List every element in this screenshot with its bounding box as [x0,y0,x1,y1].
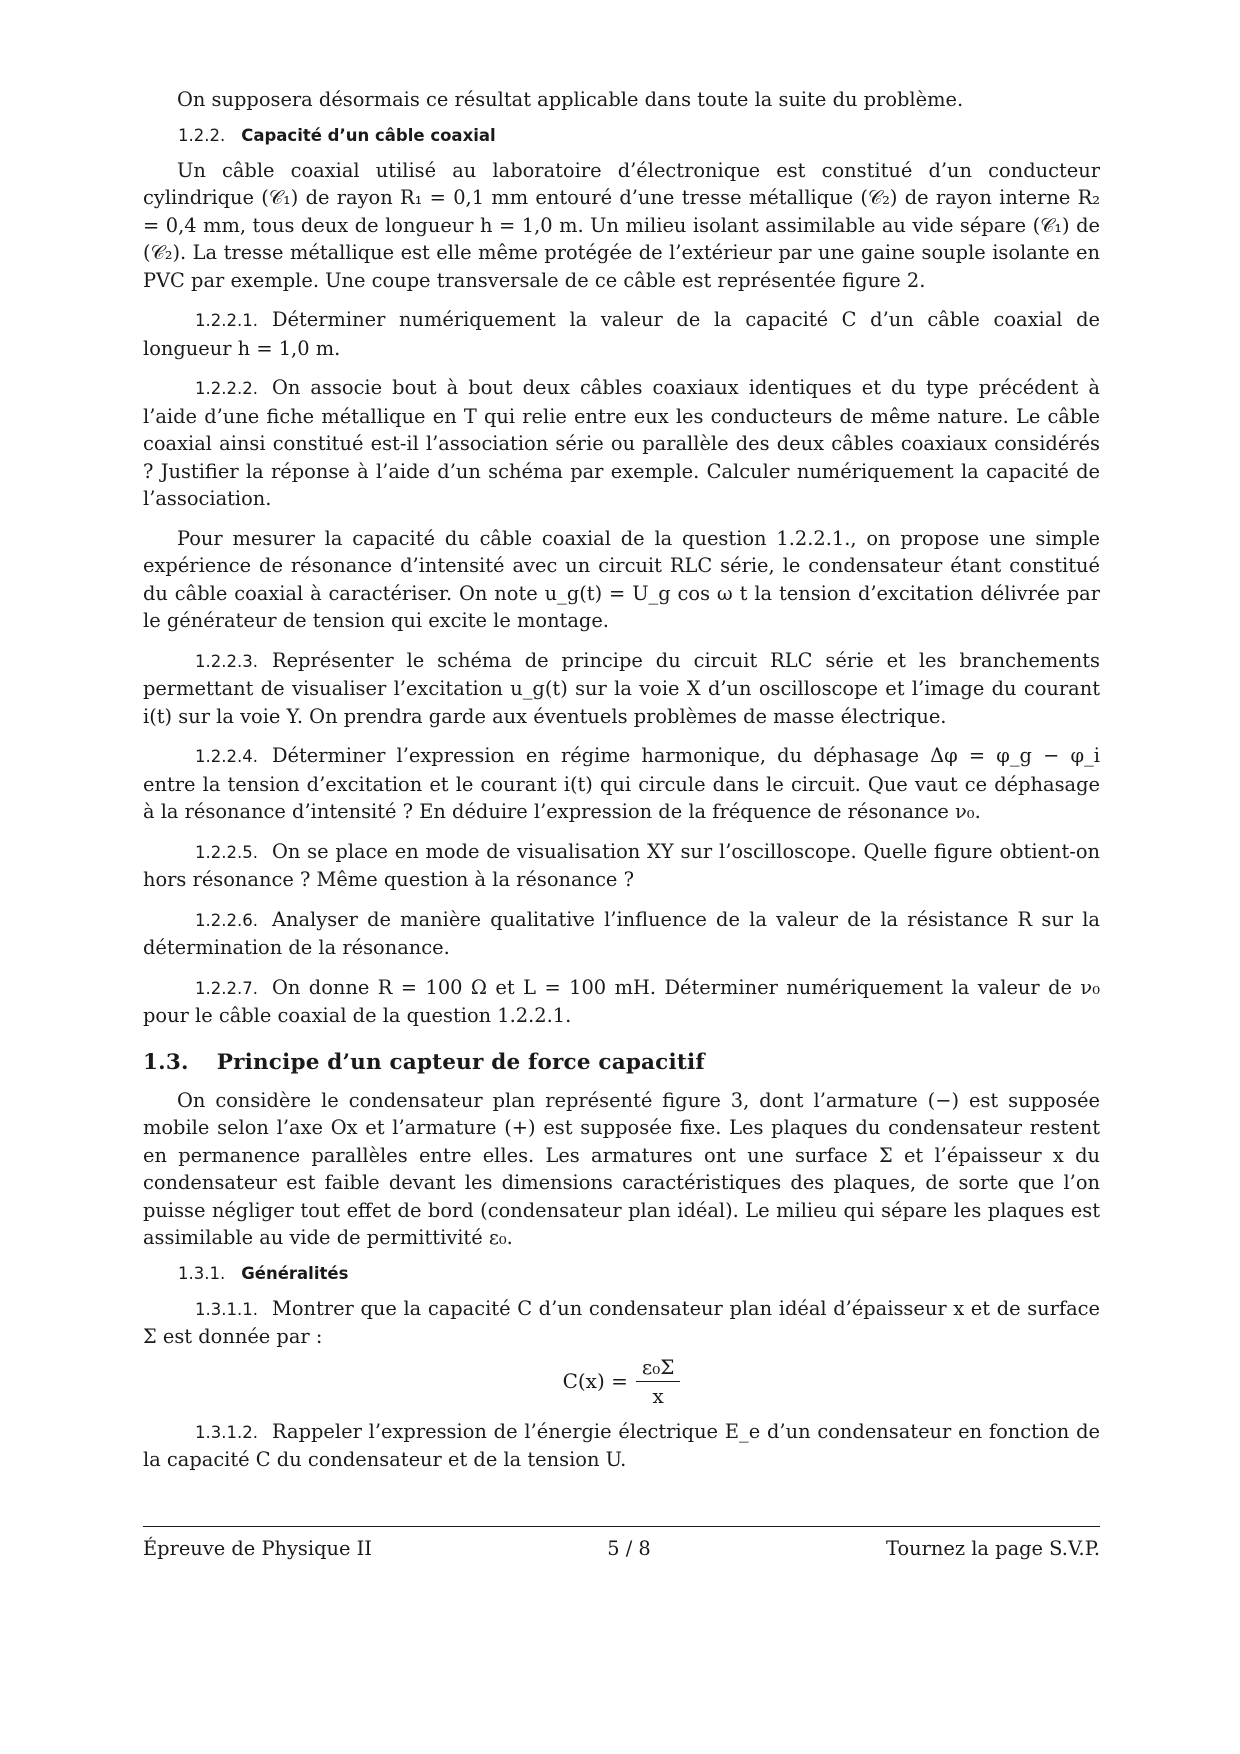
question-text: Représenter le schéma de principe du circuit RLC série et les branchements permettant de visualiser l’excitation u_g(t) sur la voie X d’un oscilloscope et l’image du courant i(t) sur la voie Y. On prendra garde aux éventuels problèmes de masse électrique. [143,648,1100,728]
question-number: 1.3.1.2. [195,1422,258,1442]
question-1-2-2-6 [143,906,1100,962]
question-number: 1.2.2.1. [195,311,258,330]
question-number: 1.2.2.6. [195,910,258,930]
question-1-3-1-2 [143,1418,1100,1474]
question-number: 1.2.2.5. [195,842,258,862]
question-text: Déterminer l’expression en régime harmonique, du déphasage Δφ = φ_g − φ_i entre la tension d’excitation et le courant i(t) qui circule dans le circuit. Que vaut ce déphasage à la résonance d’intensité ? En déduire l’expression de la fréquence de résonance ν₀. [143,744,1100,823]
subsection-number: 1.2.2. [178,125,226,145]
formula-fraction [636,1355,681,1408]
question-text: Déterminer numériquement la valeur de la capacité C d’un câble coaxial de longueur h = 1,0 m. [143,308,1100,360]
question-text: Analyser de manière qualitative l’influence de la valeur de la résistance R sur la détermination de la résonance. [143,907,1100,959]
question-1-2-2-3 [143,647,1100,731]
question-1-2-2-7 [143,974,1100,1030]
page-content [143,86,1100,1486]
question-1-2-2-1 [143,306,1100,362]
question-number: 1.2.2.7. [195,978,258,998]
section-number: 1.3. [143,1049,189,1075]
intro-text: On supposera désormais ce résultat applicable dans toute la suite du problème. [177,88,964,111]
question-text: On se place en mode de visualisation XY sur l’oscilloscope. Quelle figure obtient-on hors résonance ? Même question à la résonance ? [143,839,1100,891]
question-1-3-1-1 [143,1295,1100,1351]
capacitance-formula [143,1355,1100,1408]
question-1-2-2-4 [143,742,1100,826]
paragraph-coaxial: Un câble coaxial utilisé au laboratoire d’électronique est constitué d’un conducteur cylindrique (𝒞₁) de rayon R₁ = 0,1 mm entouré d’une tresse métallique (𝒞₂) de rayon interne R₂ = 0,4 mm, tous deux de longueur h = 1,0 m. Un milieu isolant assimilable au vide sépare (𝒞₁) de (𝒞₂). La tresse métallique est elle même protégée de l’extérieur par une gaine souple isolante en PVC par exemple. Une coupe transversale de ce câble est représentée figure 2. [143,158,1100,292]
subsection-heading-1-3-1 [178,1264,1100,1283]
question-text: Montrer que la capacité C d’un condensateur plan idéal d’épaisseur x et de surface Σ est donnée par : [143,1296,1100,1348]
question-number: 1.3.1.1. [195,1299,258,1319]
footer-right: Tournez la page S.V.P. [886,1537,1100,1560]
paragraph-rlc: Pour mesurer la capacité du câble coaxial de la question 1.2.2.1., on propose une simple expérience de résonance d’intensité avec un circuit RLC série, le condensateur étant constitué du câble coaxial à caractériser. On note u_g(t) = U_g cos ω t la tension d’excitation délivrée par le générateur de tension qui excite le montage. [143,526,1100,632]
footer-left: Épreuve de Physique II [143,1537,372,1560]
question-1-2-2-2 [143,374,1100,513]
section-heading-1-3 [143,1050,1100,1075]
subsection-number: 1.3.1. [178,1263,226,1283]
paragraph-capteur: On considère le condensateur plan représenté figure 3, dont l’armature (−) est supposée mobile selon l’axe Ox et l’armature (+) est supposée fixe. Les plaques du condensateur restent en permanence parallèles entre elles. Les armatures ont une surface Σ et l’épaisseur x du condensateur est faible devant les dimensions caractéristiques des plaques, de sorte que l’on puisse négliger tout effet de bord (condensateur plan idéal). Le milieu qui sépare les plaques est assimilable au vide de permittivité ε₀. [143,1088,1100,1249]
subsection-title: Généralités [241,1263,349,1283]
question-text: On associe bout à bout deux câbles coaxiaux identiques et du type précédent à l’aide d’une fiche métallique en T qui relie entre eux les conducteurs de même nature. Le câble coaxial ainsi constitué est-il l’association série ou parallèle des deux câbles coaxiaux considérés ? Justifier la réponse à l’aide d’un schéma par exemple. Calculer numériquement la capacité de l’association. [143,376,1100,510]
subsection-heading-1-2-2 [178,126,1100,145]
question-number: 1.2.2.3. [195,651,258,671]
question-number: 1.2.2.4. [195,747,258,766]
subsection-title: Capacité d’un câble coaxial [241,125,496,145]
formula-numerator: ε₀Σ [636,1355,681,1382]
question-number: 1.2.2.2. [195,379,258,398]
formula-lhs: C(x) = [562,1369,628,1393]
page-number: 5 / 8 [607,1537,651,1560]
formula-denominator: x [652,1383,664,1408]
question-text: Rappeler l’expression de l’énergie électrique E_e d’un condensateur en fonction de la capacité C du condensateur et de la tension U. [143,1419,1100,1471]
page-footer [143,1526,1100,1560]
question-text: On donne R = 100 Ω et L = 100 mH. Déterminer numériquement la valeur de ν₀ pour le câble coaxial de la question 1.2.2.1. [143,975,1100,1027]
section-title: Principe d’un capteur de force capacitif [216,1049,705,1075]
question-1-2-2-5 [143,838,1100,894]
